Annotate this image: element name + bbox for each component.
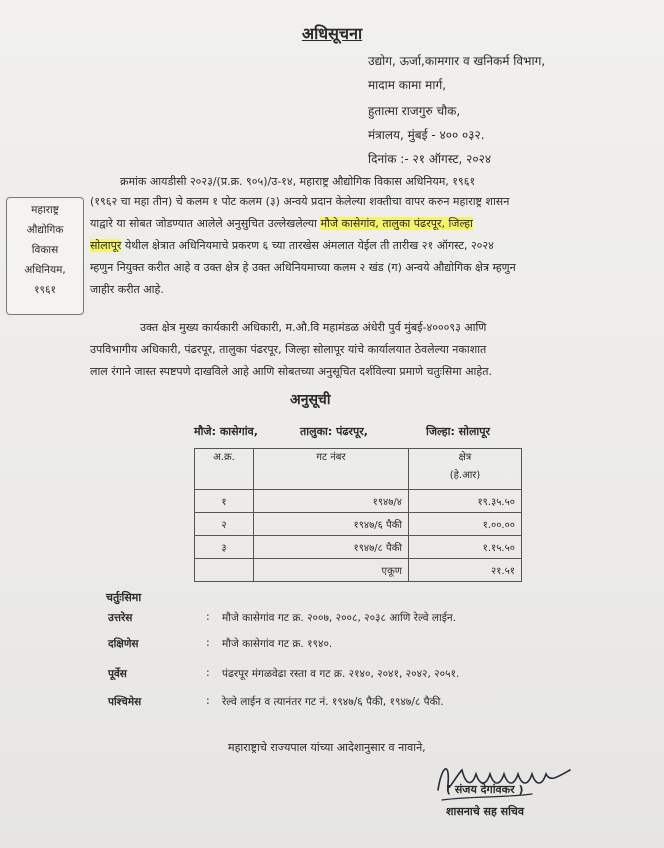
paragraph-line: उक्त क्षेत्र मुख्य कार्यकारी अधिकारी, म.औ.वि महामंडळ अंधेरी पुर्व मुंबई-४०००९३ आणि xyxy=(140,321,487,334)
highlighted-location: मौजे कासेगांव, तालुका पंढरपूर, जिल्हा xyxy=(320,217,473,230)
margin-note-line: अधिनियम, xyxy=(24,264,66,276)
gat-cell: १९४७/६ पैकी xyxy=(254,513,409,536)
boundary-value-west: रेल्वे लाईन व त्यानंतर गट नं. १९४७/६ पैकी, १९४७/८ पैकी. xyxy=(222,696,444,708)
margin-note-line: औद्योगिक xyxy=(26,224,64,236)
area-cell: १.००.०० xyxy=(409,513,522,536)
gat-cell: १९४७/४ xyxy=(254,490,409,513)
signatory-designation: शासनाचे सह सचिव xyxy=(446,805,525,818)
margin-note-line: १९६१ xyxy=(34,284,56,296)
signature-scrawl xyxy=(432,756,582,806)
margin-note-box xyxy=(6,197,84,315)
boundary-colon: : xyxy=(206,666,210,679)
table-header-row xyxy=(195,449,522,490)
paragraph-line: क्रमांक आयडीसी २०२३/(प्र.क्र. ९०५)/उ-१४, महाराष्ट्र औद्योगिक विकास अधिनियम, १९६१ xyxy=(120,175,476,188)
paragraph-line: जाहीर करीत आहे. xyxy=(90,283,164,296)
paragraph-line: (१९६२ चा महा तीन) चे कलम १ पोट कलम (३) अन्वये प्रदान केलेल्या शक्तीचा वापर करुन महाराष्ट्र शासन xyxy=(90,195,510,208)
schedule-district: जिल्हा: सोलापूर xyxy=(426,425,491,438)
boundary-colon: : xyxy=(206,610,210,623)
margin-note-line: विकास xyxy=(31,244,59,256)
column-header-gat: गट नंबर xyxy=(254,449,409,490)
boundary-label-north: उत्तरेस xyxy=(108,612,133,624)
boundary-label-east: पूर्वेस xyxy=(108,668,127,680)
area-unit: (हे.आर) xyxy=(449,470,481,481)
highlighted-location: सोलापूर xyxy=(90,239,122,252)
schedule-heading: अनुसूची xyxy=(290,392,331,408)
schedule-table xyxy=(194,448,522,582)
order-line: महाराष्ट्राचे राज्यपाल यांच्या आदेशानुसार व नावाने, xyxy=(228,741,426,754)
schedule-village: मौजे: कासेगांव, xyxy=(194,425,258,438)
notice-date: दिनांक :- २१ ऑगस्ट, २०२४ xyxy=(368,152,492,166)
paragraph-line: उपविभागीय अधिकारी, पंढरपूर, तालुका पंढरपूर, जिल्हा सोलापूर यांचे कार्यालयात ठेवलेल्या नकाशात xyxy=(90,343,487,356)
boundary-value-south: मौजे कासेगांव गट क्र. १९४०. xyxy=(222,638,333,650)
table-row xyxy=(195,490,522,513)
serial-cell: ३ xyxy=(195,536,254,559)
table-total-row xyxy=(195,559,522,582)
table-row xyxy=(195,513,522,536)
boundaries-heading: चर्तुःसिमा xyxy=(106,591,142,604)
address-line: उद्योग, ऊर्जा,कामगार व खनिकर्म विभाग, xyxy=(368,54,546,68)
boundary-label-south: दक्षिणेस xyxy=(108,638,139,650)
margin-note-line: महाराष्ट्र xyxy=(31,204,59,216)
area-cell: १.१५.५० xyxy=(409,536,522,559)
paragraph-line: लाल रंगाने जास्त स्पष्टपणे दाखविले आहे आणि सोबतच्या अनुसूचित दर्शविल्या प्रमाणे चतुःसिमा आहेत. xyxy=(90,365,493,378)
address-line: मादाम कामा मार्ग, xyxy=(368,78,447,92)
total-value-cell: २१.५१ xyxy=(409,559,522,582)
boundary-colon: : xyxy=(206,694,210,707)
column-header-serial: अ.क्र. xyxy=(195,449,254,490)
signatory-name: ( संजय देगांवकर ) xyxy=(446,783,524,796)
total-label-cell: एकूण xyxy=(254,559,409,582)
table-row xyxy=(195,536,522,559)
address-line: हुतात्मा राजगुरु चौक, xyxy=(368,104,461,118)
paragraph-text: याद्वारे या सोबत जोडण्यात आलेले अनुसुचित उल्लेखलेल्या xyxy=(90,217,321,230)
boundary-colon: : xyxy=(206,636,210,649)
serial-cell: १ xyxy=(195,490,254,513)
empty-cell xyxy=(195,559,254,582)
serial-cell: २ xyxy=(195,513,254,536)
address-line: मंत्रालय, मुंबई - ४०० ०३२. xyxy=(368,128,485,142)
gat-cell: १९४७/८ पैकी xyxy=(254,536,409,559)
column-header-area xyxy=(409,449,522,490)
boundary-value-east: पंढरपूर मंगळवेढा रस्ता व गट क्र. २१४०, २०४१, २०४२, २०५१. xyxy=(222,668,460,680)
paragraph-line xyxy=(90,236,494,256)
paragraph-line: म्हणुन नियुक्त करीत आहे व उक्त क्षेत्र हे उक्त अधिनियमाच्या कलम २ खंड (ग) अन्वये औद्योगिक क्षेत्र म्हणुन xyxy=(90,261,516,274)
paragraph-text: येथील क्षेत्रात अधिनियमाचे प्रकरण ६ च्या तारखेस अंमलात येईल ती तारीख २१ ऑगस्ट, २०२४ xyxy=(121,239,494,252)
boundary-label-west: पश्चिमेस xyxy=(108,696,142,708)
schedule-taluka: तालुका: पंढरपूर, xyxy=(300,425,368,438)
page-title: अधिसूचना xyxy=(301,24,363,43)
area-cell: १९.३५.५० xyxy=(409,490,522,513)
area-label: क्षेत्र xyxy=(458,452,472,463)
paragraph-line xyxy=(90,214,473,234)
boundary-value-north: मौजे कासेगांव गट क्र. २००७, २००८, २०३८ आणि रेल्वे लाईन. xyxy=(222,612,457,624)
